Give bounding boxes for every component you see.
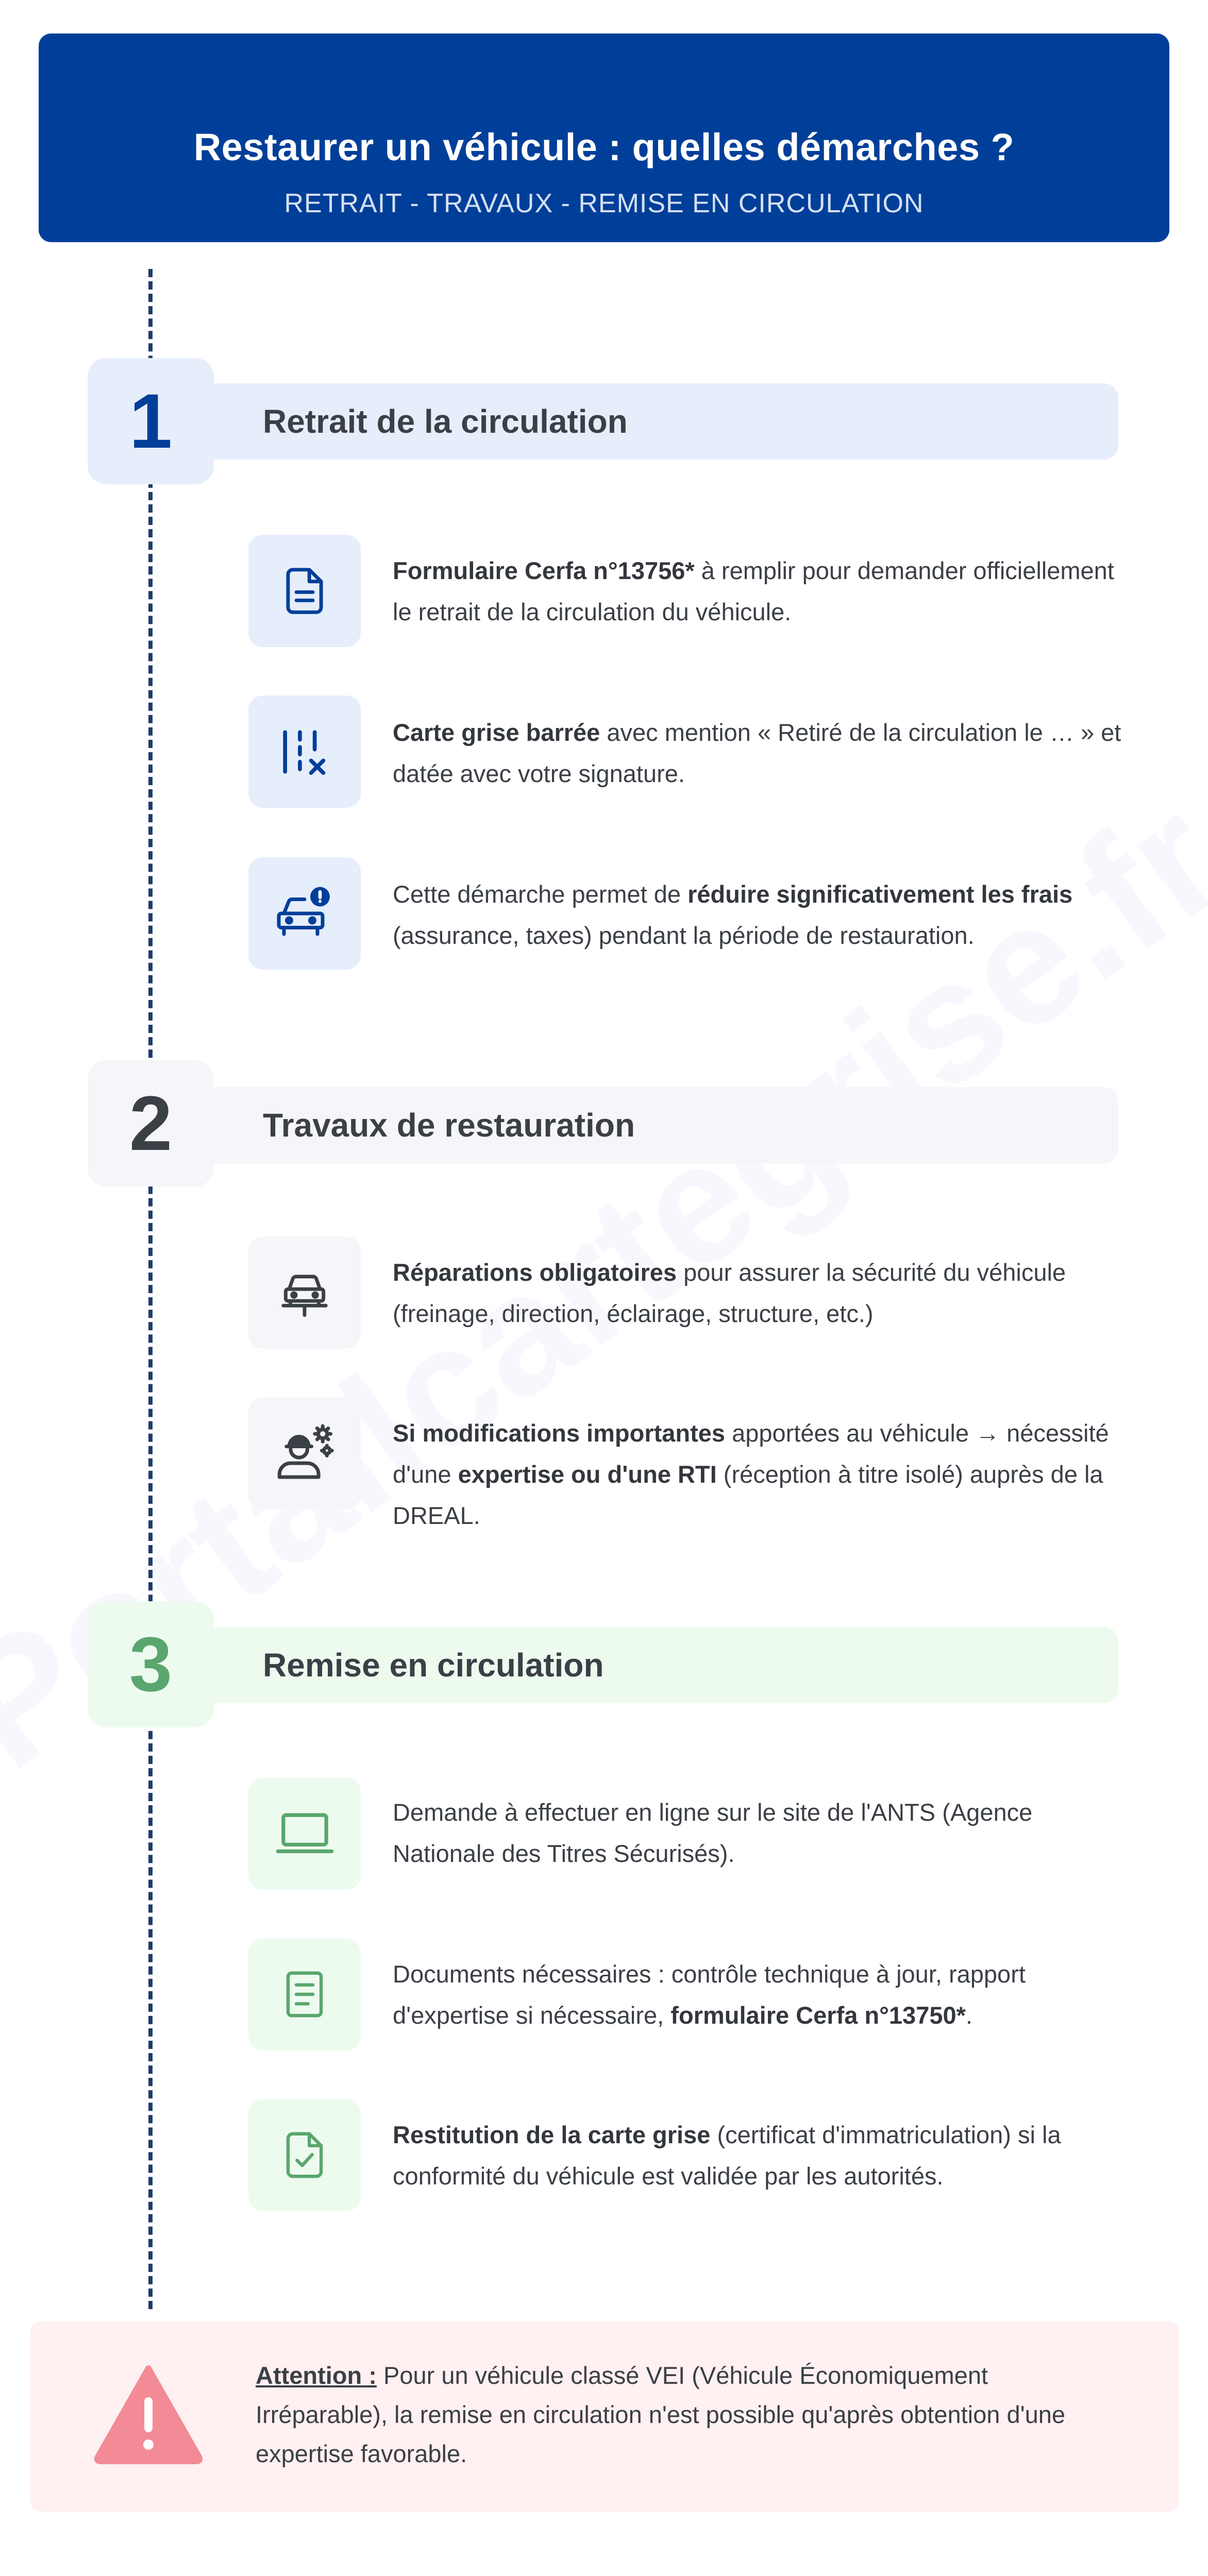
- step-3-title: Remise en circulation: [263, 1647, 604, 1684]
- page-subtitle: RETRAIT - TRAVAUX - REMISE EN CIRCULATION: [284, 189, 924, 218]
- list-document-icon: [248, 1938, 361, 2050]
- step-3-title-bar: [214, 1627, 1118, 1703]
- document-icon: [248, 535, 361, 647]
- page-title: Restaurer un véhicule : quelles démarches ?: [193, 126, 1015, 168]
- step-1-title-bar: [214, 383, 1118, 460]
- step-3-item-2-text: Documents nécessaires : contrôle technique à jour, rapport d'expertise si nécessaire, formulaire Cerfa n°13750*.: [393, 1960, 1026, 2029]
- step-1-title: Retrait de la circulation: [263, 403, 628, 440]
- step-1-item-2-text: Carte grise barrée avec mention « Retiré de la circulation le … » et datée avec votre signature.: [393, 719, 1121, 787]
- crossed-out-card-icon: [248, 696, 361, 808]
- car-alert-icon: [248, 857, 361, 970]
- warning-box: [30, 2321, 1179, 2512]
- warning-text: Attention : Pour un véhicule classé VEI (Véhicule Économiquement Irréparable), la remise en circulation n'est possible qu'après obtention d'une expertise favorable.: [256, 2362, 1065, 2467]
- timeline-dashed-line: [148, 269, 153, 2309]
- header-banner: [39, 33, 1169, 242]
- step-1-item-1-text: Formulaire Cerfa n°13756* à remplir pour demander officiellement le retrait de la circulation du véhicule.: [393, 557, 1114, 625]
- step-1-item-3-text: Cette démarche permet de réduire significativement les frais (assurance, taxes) pendant la période de restauration.: [393, 880, 1073, 949]
- laptop-icon: [248, 1777, 361, 1890]
- step-3-item-3-text: Restitution de la carte grise (certificat d'immatriculation) si la conformité du véhicule est validée par les autorités.: [393, 2121, 1061, 2190]
- warning-label: Attention :: [256, 2362, 377, 2389]
- step-3-item-1-text: Demande à effectuer en ligne sur le site de l'ANTS (Agence Nationale des Titres Sécurisés).: [393, 1799, 1033, 1867]
- warning-triangle-icon: [92, 2362, 205, 2465]
- engineer-gears-icon: [248, 1397, 361, 1510]
- step-3-number: 3: [88, 1601, 214, 1727]
- step-2-title-bar: [214, 1087, 1118, 1163]
- step-2-item-2-text: Si modifications importantes apportées au véhicule → nécessité d'une expertise ou d'une RTI (réception à titre isolé) auprès de la DREAL.: [393, 1419, 1109, 1529]
- car-lift-icon: [248, 1236, 361, 1349]
- step-2-item-1-text: Réparations obligatoires pour assurer la sécurité du véhicule (freinage, direction, éclairage, structure, etc.): [393, 1259, 1066, 1327]
- step-1-number: 1: [88, 358, 214, 484]
- document-check-icon: [248, 2099, 361, 2211]
- step-2-number: 2: [88, 1060, 214, 1187]
- step-2-title: Travaux de restauration: [263, 1107, 635, 1144]
